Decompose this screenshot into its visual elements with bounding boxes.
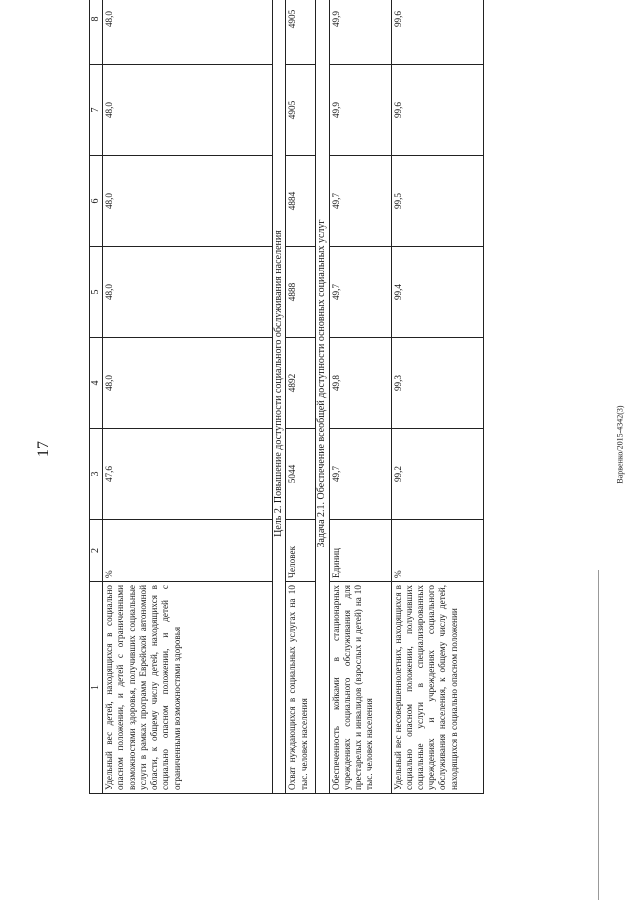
unit-cell: % bbox=[103, 520, 273, 582]
column-number-3: 3 bbox=[90, 429, 103, 520]
column-number-1: 1 bbox=[90, 582, 103, 794]
value-cell: 99,3 bbox=[391, 338, 483, 429]
unit-cell: Единиц bbox=[329, 520, 391, 582]
section-title: Цель 2. Повышение доступности социального обслуживания населения bbox=[273, 0, 286, 794]
value-cell: 99,2 bbox=[391, 429, 483, 520]
value-cell: 49,7 bbox=[329, 156, 391, 247]
value-cell: 4905 bbox=[286, 0, 316, 65]
column-number-7: 7 bbox=[90, 65, 103, 156]
indicator-name: Удельный вес несовершеннолетних, находящихся в социально опасном положении, получивших социальные услуги в специализированных учреждениях и учреждениях социального обслуживания населения, к общему числу детей, находящихся в социально опасном положении bbox=[391, 582, 483, 794]
document-code: Варвенко/2015-4342(3) bbox=[615, 405, 625, 484]
value-cell: 48,0 bbox=[103, 247, 273, 338]
margin-line bbox=[598, 570, 599, 900]
value-cell: 48,0 bbox=[103, 0, 273, 65]
value-cell: 48,0 bbox=[103, 65, 273, 156]
section-title: Задача 2.1. Обеспечение всеобщей доступности основных социальных услуг bbox=[316, 0, 329, 794]
value-cell: 49,9 bbox=[329, 65, 391, 156]
value-cell: 49,9 bbox=[329, 0, 391, 65]
value-cell: 49,7 bbox=[329, 429, 391, 520]
value-cell: 4892 bbox=[286, 338, 316, 429]
value-cell: 47,6 bbox=[103, 429, 273, 520]
section-row bbox=[316, 0, 329, 794]
section-row bbox=[273, 0, 286, 794]
unit-cell: % bbox=[391, 520, 483, 582]
table-row bbox=[286, 0, 316, 794]
value-cell: 99,6 bbox=[391, 0, 483, 65]
table-row bbox=[103, 0, 273, 794]
page-number: 17 bbox=[35, 441, 52, 457]
value-cell: 48,0 bbox=[103, 156, 273, 247]
value-cell: 99,5 bbox=[391, 156, 483, 247]
value-cell: 49,7 bbox=[329, 247, 391, 338]
indicator-table-rotated bbox=[89, 0, 461, 794]
table-header-row bbox=[90, 0, 103, 794]
indicator-name: Удельный вес детей, находящихся в социально опасном положении, и детей с ограниченными возможностями здоровья, получивших социальные услуги в рамках программ Еврейской автономной области, к общему числу детей, находящихся в социально опасном положении, и детей с ограниченными возможностями здоровья bbox=[103, 582, 273, 794]
value-cell: 49,8 bbox=[329, 338, 391, 429]
value-cell: 99,4 bbox=[391, 247, 483, 338]
column-number-8: 8 bbox=[90, 0, 103, 65]
indicator-table bbox=[89, 0, 484, 794]
value-cell: 4905 bbox=[286, 65, 316, 156]
indicator-name: Охват нуждающихся в социальных услугах на 10 тыс. человек населения bbox=[286, 582, 316, 794]
table-body bbox=[90, 0, 484, 794]
value-cell: 99,6 bbox=[391, 65, 483, 156]
indicator-name: Обеспеченность койками в стационарных учреждениях социального обслуживания для престарелых и инвалидов (взрослых и детей) на 10 тыс. человек населения bbox=[329, 582, 391, 794]
column-number-2: 2 bbox=[90, 520, 103, 582]
table-row bbox=[329, 0, 391, 794]
value-cell: 48,0 bbox=[103, 338, 273, 429]
column-number-6: 6 bbox=[90, 156, 103, 247]
column-number-4: 4 bbox=[90, 338, 103, 429]
value-cell: 4884 bbox=[286, 156, 316, 247]
value-cell: 4888 bbox=[286, 247, 316, 338]
table-row bbox=[391, 0, 483, 794]
column-number-5: 5 bbox=[90, 247, 103, 338]
value-cell: 5044 bbox=[286, 429, 316, 520]
unit-cell: Человек bbox=[286, 520, 316, 582]
